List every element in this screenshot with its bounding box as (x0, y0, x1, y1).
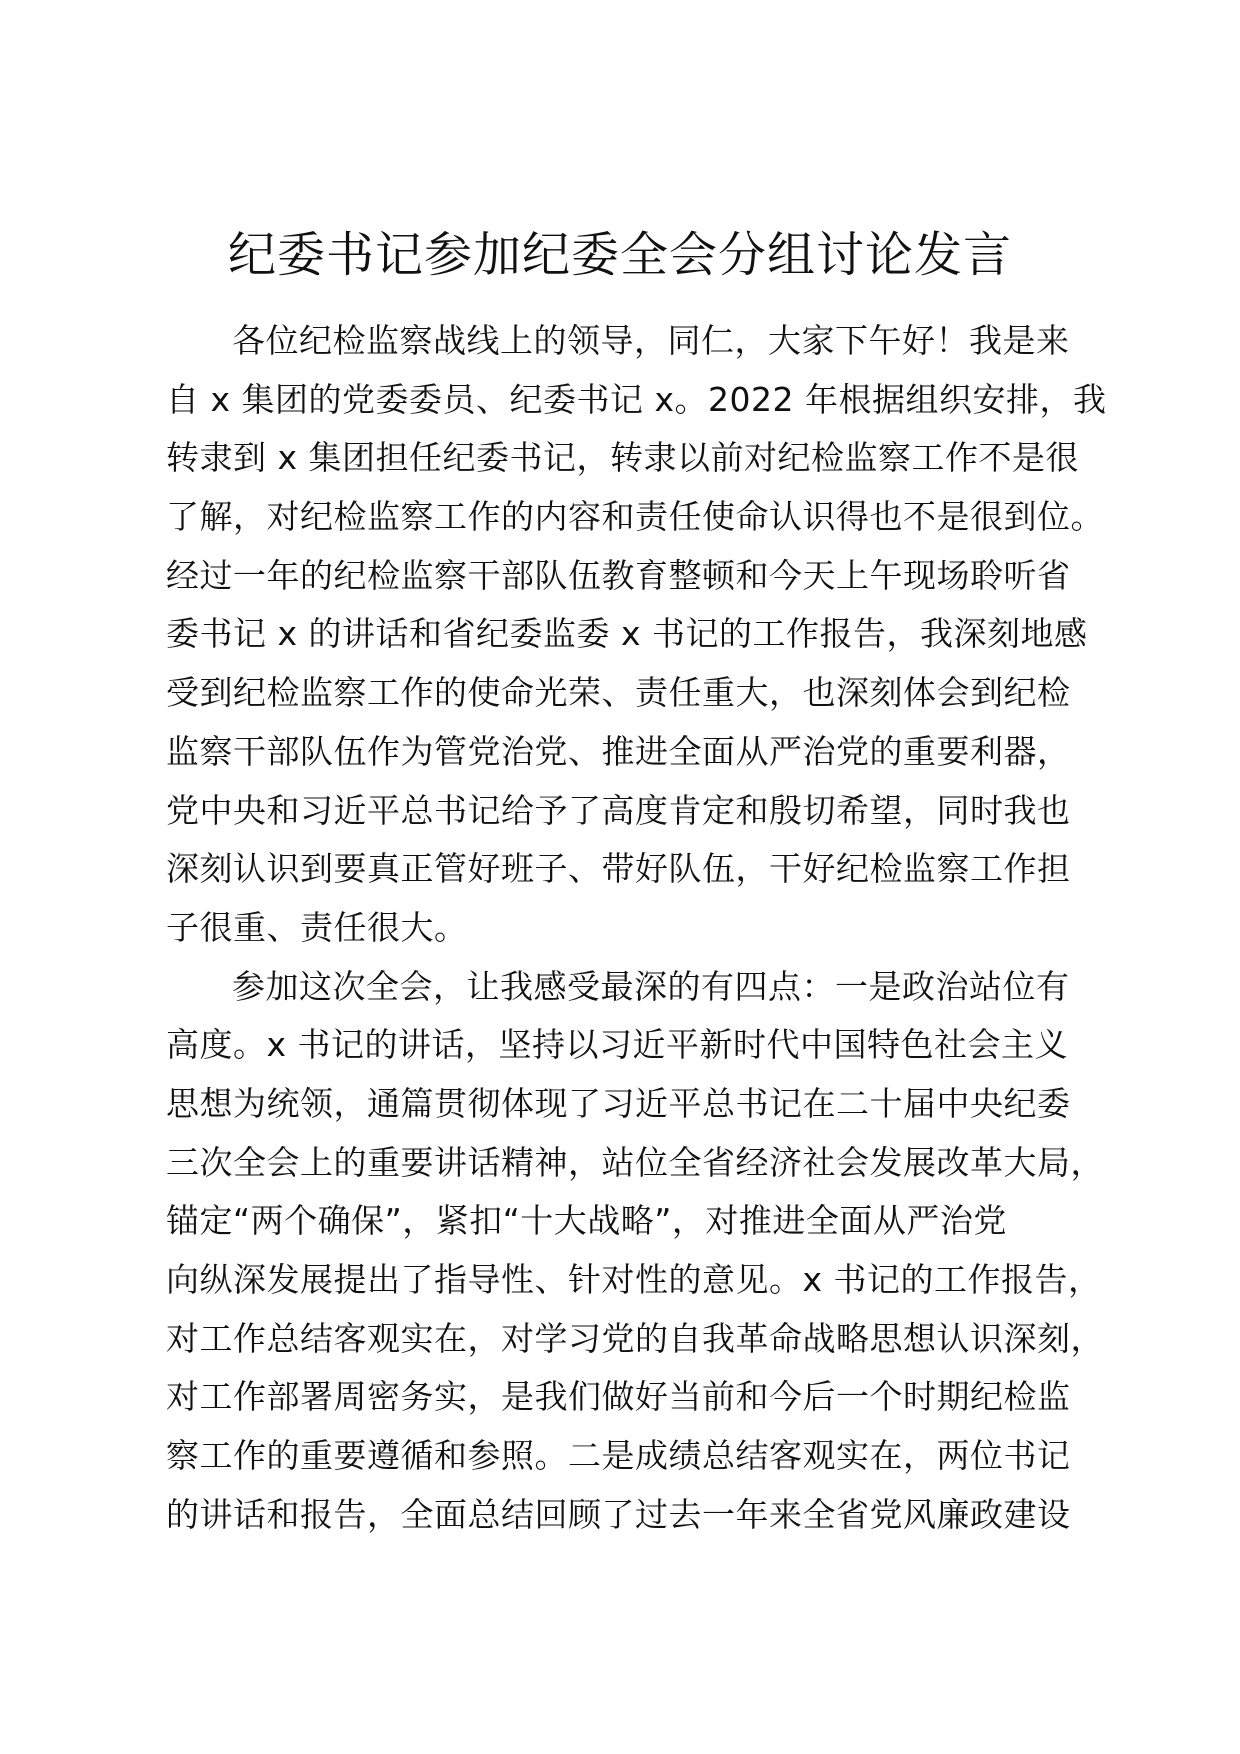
paragraph-line: 察工作的重要遵循和参照。二是成绩总结客观实在，两位书记 (166, 1436, 1071, 1476)
paragraph-line: 向纵深发展提出了指导性、针对性的意见。x 书记的工作报告， (166, 1260, 1102, 1299)
paragraph-line: 的讲话和报告，全面总结回顾了过去一年来全省党风廉政建设 (166, 1494, 1071, 1534)
paragraph-line: 自 x 集团的党委委员、纪委书记 x。2022 年根据组织安排，我 (166, 379, 1107, 419)
paragraph-line: 锚定“两个确保”，紧扣“十大战略”，对推进全面从严治党 (166, 1201, 1007, 1241)
paragraph-line: 三次全会上的重要讲话精神，站位全省经济社会发展改革大局， (166, 1142, 1104, 1182)
document-title: 纪委书记参加纪委全会分组讨论发言 (227, 227, 1012, 283)
paragraph-line: 各位纪检监察战线上的领导，同仁，大家下午好！我是来 (232, 321, 1070, 360)
paragraph-line: 对工作部署周密务实，是我们做好当前和今后一个时期纪检监 (166, 1377, 1071, 1417)
paragraph-line: 受到纪检监察工作的使命光荣、责任重大，也深刻体会到纪检 (166, 673, 1071, 713)
paragraph-line: 参加这次全会，让我感受最深的有四点：一是政治站位有 (232, 966, 1070, 1006)
paragraph-line: 转隶到 x 集团担任纪委书记，转隶以前对纪检监察工作不是很 (166, 438, 1080, 478)
paragraph-line: 子很重、责任很大。 (166, 907, 468, 947)
paragraph-line: 监察干部队伍作为管党治党、推进全面从严治党的重要利器， (166, 731, 1071, 771)
paragraph-line: 深刻认识到要真正管好班子、带好队伍，干好纪检监察工作担 (166, 849, 1071, 889)
paragraph-line: 对工作总结客观实在，对学习党的自我革命战略思想认识深刻， (166, 1318, 1104, 1358)
paragraph-line: 党中央和习近平总书记给予了高度肯定和殷切希望，同时我也 (166, 790, 1071, 830)
paragraph-line: 思想为统领，通篇贯彻体现了习近平总书记在二十届中央纪委 (166, 1083, 1071, 1123)
paragraph-line: 经过一年的纪检监察干部队伍教育整顿和今天上午现场聆听省 (166, 555, 1071, 595)
paragraph-line: 委书记 x 的讲话和省纪委监委 x 书记的工作报告，我深刻地感 (166, 614, 1088, 654)
paragraph-line: 了解，对纪检监察工作的内容和责任使命认识得也不是很到位。 (166, 497, 1104, 537)
paragraph-line: 高度。x 书记的讲话，坚持以习近平新时代中国特色社会主义 (166, 1025, 1069, 1065)
document-body (166, 312, 1107, 1544)
